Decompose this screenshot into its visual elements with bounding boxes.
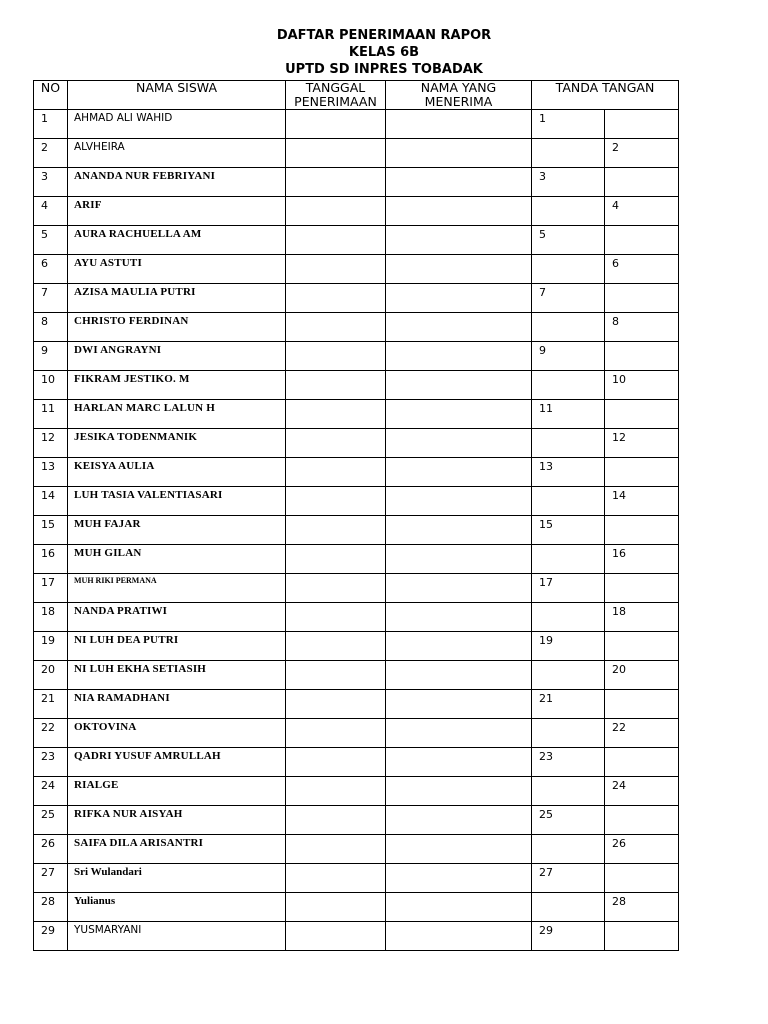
receipt-date-cell[interactable] [286, 168, 386, 197]
receiver-name-cell[interactable] [386, 226, 532, 255]
receiver-name-cell[interactable] [386, 458, 532, 487]
table-row [34, 864, 679, 893]
receipt-date-cell[interactable] [286, 516, 386, 545]
signature-cell-right[interactable]: 24 [605, 777, 679, 806]
receiver-name-cell[interactable] [386, 313, 532, 342]
signature-cell-right[interactable] [605, 632, 679, 661]
student-number: 16 [34, 545, 68, 574]
signature-cell-right[interactable] [605, 458, 679, 487]
signature-cell-right[interactable]: 4 [605, 197, 679, 226]
signature-cell-left[interactable] [532, 835, 605, 864]
signature-cell-left[interactable]: 1 [532, 110, 605, 139]
signature-cell-left[interactable] [532, 255, 605, 284]
receipt-date-cell[interactable] [286, 371, 386, 400]
student-number: 8 [34, 313, 68, 342]
student-number: 4 [34, 197, 68, 226]
table-row [34, 777, 679, 806]
table-row [34, 429, 679, 458]
signature-cell-left[interactable]: 19 [532, 632, 605, 661]
table-row [34, 893, 679, 922]
student-number: 29 [34, 922, 68, 951]
signature-cell-right[interactable]: 12 [605, 429, 679, 458]
table-row [34, 719, 679, 748]
signature-cell-left[interactable]: 21 [532, 690, 605, 719]
receipt-date-cell[interactable] [286, 777, 386, 806]
table-row [34, 922, 679, 951]
signature-cell-left[interactable] [532, 893, 605, 922]
receiver-name-cell[interactable] [386, 400, 532, 429]
signature-cell-right[interactable] [605, 690, 679, 719]
table-header-row [34, 81, 679, 110]
student-number: 5 [34, 226, 68, 255]
signature-cell-right[interactable] [605, 400, 679, 429]
table-row [34, 168, 679, 197]
student-number: 21 [34, 690, 68, 719]
signature-cell-left[interactable]: 23 [532, 748, 605, 777]
table-body [34, 110, 679, 951]
receiver-name-cell[interactable] [386, 168, 532, 197]
receiver-name-cell[interactable] [386, 574, 532, 603]
receipt-date-cell[interactable] [286, 661, 386, 690]
receipt-date-cell[interactable] [286, 226, 386, 255]
table-row [34, 545, 679, 574]
receipt-date-cell[interactable] [286, 429, 386, 458]
student-name: NANDA PRATIWI [68, 603, 286, 632]
receipt-date-cell[interactable] [286, 574, 386, 603]
table-row [34, 516, 679, 545]
receipt-date-cell[interactable] [286, 748, 386, 777]
signature-cell-right[interactable]: 26 [605, 835, 679, 864]
table-row [34, 313, 679, 342]
receiver-name-cell[interactable] [386, 748, 532, 777]
signature-cell-right[interactable]: 18 [605, 603, 679, 632]
signature-cell-right[interactable]: 14 [605, 487, 679, 516]
signature-cell-right[interactable]: 2 [605, 139, 679, 168]
signature-cell-left[interactable] [532, 661, 605, 690]
table-row [34, 603, 679, 632]
receipt-date-cell[interactable] [286, 893, 386, 922]
student-name: AYU ASTUTI [68, 255, 286, 284]
receiver-name-cell[interactable] [386, 110, 532, 139]
col-header-signature: TANDA TANGAN [532, 81, 679, 110]
student-number: 17 [34, 574, 68, 603]
student-name: ANANDA NUR FEBRIYANI [68, 168, 286, 197]
class-title: KELAS 6B [348, 45, 420, 60]
receiver-name-cell[interactable] [386, 429, 532, 458]
receiver-name-cell[interactable] [386, 806, 532, 835]
signature-cell-left[interactable] [532, 313, 605, 342]
student-name: LUH TASIA VALENTIASARI [68, 487, 286, 516]
student-name: KEISYA AULIA [68, 458, 286, 487]
student-name: NI LUH EKHA SETIASIH [68, 661, 286, 690]
signature-cell-left[interactable]: 17 [532, 574, 605, 603]
signature-cell-right[interactable] [605, 226, 679, 255]
student-name: DWI ANGRAYNI [68, 342, 286, 371]
signature-cell-left[interactable]: 9 [532, 342, 605, 371]
receipt-date-cell[interactable] [286, 603, 386, 632]
signature-cell-right[interactable] [605, 516, 679, 545]
student-name: HARLAN MARC LALUN H [68, 400, 286, 429]
col-header-name: NAMA SISWA [68, 81, 286, 110]
receiver-name-cell[interactable] [386, 690, 532, 719]
receipt-date-cell[interactable] [286, 284, 386, 313]
receipt-date-cell[interactable] [286, 458, 386, 487]
signature-cell-left[interactable] [532, 777, 605, 806]
student-name: SAIFA DILA ARISANTRI [68, 835, 286, 864]
student-name: JESIKA TODENMANIK [68, 429, 286, 458]
receipt-date-cell[interactable] [286, 806, 386, 835]
signature-cell-right[interactable] [605, 922, 679, 951]
table-row [34, 197, 679, 226]
table-row [34, 400, 679, 429]
signature-cell-right[interactable] [605, 284, 679, 313]
receipt-date-cell[interactable] [286, 835, 386, 864]
signature-cell-right[interactable] [605, 110, 679, 139]
student-name: MUH GILAN [68, 545, 286, 574]
signature-cell-left[interactable]: 13 [532, 458, 605, 487]
receiver-name-cell[interactable] [386, 661, 532, 690]
table-row [34, 835, 679, 864]
receipt-date-cell[interactable] [286, 719, 386, 748]
table-row [34, 284, 679, 313]
receiver-name-cell[interactable] [386, 342, 532, 371]
receipt-date-cell[interactable] [286, 313, 386, 342]
student-number: 22 [34, 719, 68, 748]
student-name: ALVHEIRA [68, 139, 286, 168]
signature-cell-right[interactable] [605, 574, 679, 603]
signature-cell-left[interactable]: 27 [532, 864, 605, 893]
signature-cell-left[interactable]: 25 [532, 806, 605, 835]
student-number: 25 [34, 806, 68, 835]
receipt-date-cell[interactable] [286, 545, 386, 574]
col-header-date: TANGGAL PENERIMAAN [286, 81, 386, 110]
receipt-date-cell[interactable] [286, 400, 386, 429]
student-number: 26 [34, 835, 68, 864]
signature-cell-right[interactable] [605, 748, 679, 777]
student-number: 19 [34, 632, 68, 661]
receipt-date-cell[interactable] [286, 110, 386, 139]
table-row [34, 661, 679, 690]
signature-cell-left[interactable] [532, 603, 605, 632]
student-name: Sri Wulandari [68, 864, 286, 893]
table-row [34, 748, 679, 777]
student-name: RIALGE [68, 777, 286, 806]
col-header-receiver: NAMA YANG MENERIMA [386, 81, 532, 110]
student-number: 1 [34, 110, 68, 139]
signature-cell-left[interactable] [532, 429, 605, 458]
signature-cell-right[interactable] [605, 342, 679, 371]
table-row [34, 806, 679, 835]
signature-cell-left[interactable] [532, 719, 605, 748]
receiver-name-cell[interactable] [386, 603, 532, 632]
student-number: 24 [34, 777, 68, 806]
receipt-date-cell[interactable] [286, 197, 386, 226]
signature-cell-left[interactable]: 3 [532, 168, 605, 197]
student-name: MUH FAJAR [68, 516, 286, 545]
receiver-name-cell[interactable] [386, 516, 532, 545]
table-row [34, 255, 679, 284]
student-name: YUSMARYANI [68, 922, 286, 951]
student-name: OKTOVINA [68, 719, 286, 748]
student-name: FIKRAM JESTIKO. M [68, 371, 286, 400]
signature-cell-left[interactable] [532, 487, 605, 516]
student-number: 2 [34, 139, 68, 168]
signature-cell-left[interactable]: 29 [532, 922, 605, 951]
student-number: 11 [34, 400, 68, 429]
receipt-date-cell[interactable] [286, 632, 386, 661]
student-number: 23 [34, 748, 68, 777]
receiver-name-cell[interactable] [386, 487, 532, 516]
table-row [34, 226, 679, 255]
student-name: ARIF [68, 197, 286, 226]
table-row [34, 110, 679, 139]
signature-cell-right[interactable]: 28 [605, 893, 679, 922]
student-name: NIA RAMADHANI [68, 690, 286, 719]
signature-cell-right[interactable]: 16 [605, 545, 679, 574]
student-number: 14 [34, 487, 68, 516]
student-name: AURA RACHUELLA AM [68, 226, 286, 255]
table-row [34, 487, 679, 516]
receiver-name-cell[interactable] [386, 777, 532, 806]
table-row [34, 458, 679, 487]
receipt-date-cell[interactable] [286, 864, 386, 893]
signature-cell-right[interactable]: 6 [605, 255, 679, 284]
signature-cell-left[interactable]: 5 [532, 226, 605, 255]
signature-cell-right[interactable] [605, 864, 679, 893]
student-number: 12 [34, 429, 68, 458]
student-name: Yulianus [68, 893, 286, 922]
report-receipt-table [33, 80, 679, 951]
signature-cell-left[interactable]: 7 [532, 284, 605, 313]
receiver-name-cell[interactable] [386, 545, 532, 574]
student-number: 15 [34, 516, 68, 545]
receiver-name-cell[interactable] [386, 284, 532, 313]
receipt-date-cell[interactable] [286, 487, 386, 516]
receiver-name-cell[interactable] [386, 893, 532, 922]
student-name: MUH RIKI PERMANA [68, 574, 286, 603]
table-row [34, 690, 679, 719]
student-number: 13 [34, 458, 68, 487]
table-row [34, 632, 679, 661]
table-row [34, 139, 679, 168]
student-name: NI LUH DEA PUTRI [68, 632, 286, 661]
signature-cell-left[interactable]: 11 [532, 400, 605, 429]
signature-cell-right[interactable] [605, 806, 679, 835]
signature-cell-left[interactable] [532, 371, 605, 400]
student-number: 28 [34, 893, 68, 922]
signature-cell-right[interactable]: 10 [605, 371, 679, 400]
student-name: AHMAD ALI WAHID [68, 110, 286, 139]
receiver-name-cell[interactable] [386, 197, 532, 226]
student-name: AZISA MAULIA PUTRI [68, 284, 286, 313]
signature-cell-left[interactable] [532, 197, 605, 226]
receipt-date-cell[interactable] [286, 342, 386, 371]
table-row [34, 342, 679, 371]
receiver-name-cell[interactable] [386, 922, 532, 951]
document-title: DAFTAR PENERIMAAN RAPOR [276, 28, 492, 43]
student-number: 20 [34, 661, 68, 690]
student-number: 3 [34, 168, 68, 197]
receiver-name-cell[interactable] [386, 371, 532, 400]
signature-cell-left[interactable] [532, 139, 605, 168]
receiver-name-cell[interactable] [386, 719, 532, 748]
school-title: UPTD SD INPRES TOBADAK [285, 62, 483, 77]
signature-cell-left[interactable] [532, 545, 605, 574]
receipt-date-cell[interactable] [286, 255, 386, 284]
receiver-name-cell[interactable] [386, 864, 532, 893]
signature-cell-right[interactable] [605, 168, 679, 197]
student-number: 27 [34, 864, 68, 893]
receipt-date-cell[interactable] [286, 922, 386, 951]
student-number: 10 [34, 371, 68, 400]
receiver-name-cell[interactable] [386, 139, 532, 168]
student-number: 7 [34, 284, 68, 313]
student-number: 9 [34, 342, 68, 371]
receipt-date-cell[interactable] [286, 139, 386, 168]
signature-cell-right[interactable]: 22 [605, 719, 679, 748]
table-row [34, 574, 679, 603]
signature-cell-left[interactable]: 15 [532, 516, 605, 545]
col-header-no: NO [34, 81, 68, 110]
student-name: CHRISTO FERDINAN [68, 313, 286, 342]
student-number: 18 [34, 603, 68, 632]
signature-cell-right[interactable]: 8 [605, 313, 679, 342]
student-name: RIFKA NUR AISYAH [68, 806, 286, 835]
student-number: 6 [34, 255, 68, 284]
receiver-name-cell[interactable] [386, 255, 532, 284]
table-row [34, 371, 679, 400]
receiver-name-cell[interactable] [386, 835, 532, 864]
receiver-name-cell[interactable] [386, 632, 532, 661]
signature-cell-right[interactable]: 20 [605, 661, 679, 690]
student-name: QADRI YUSUF AMRULLAH [68, 748, 286, 777]
receipt-date-cell[interactable] [286, 690, 386, 719]
